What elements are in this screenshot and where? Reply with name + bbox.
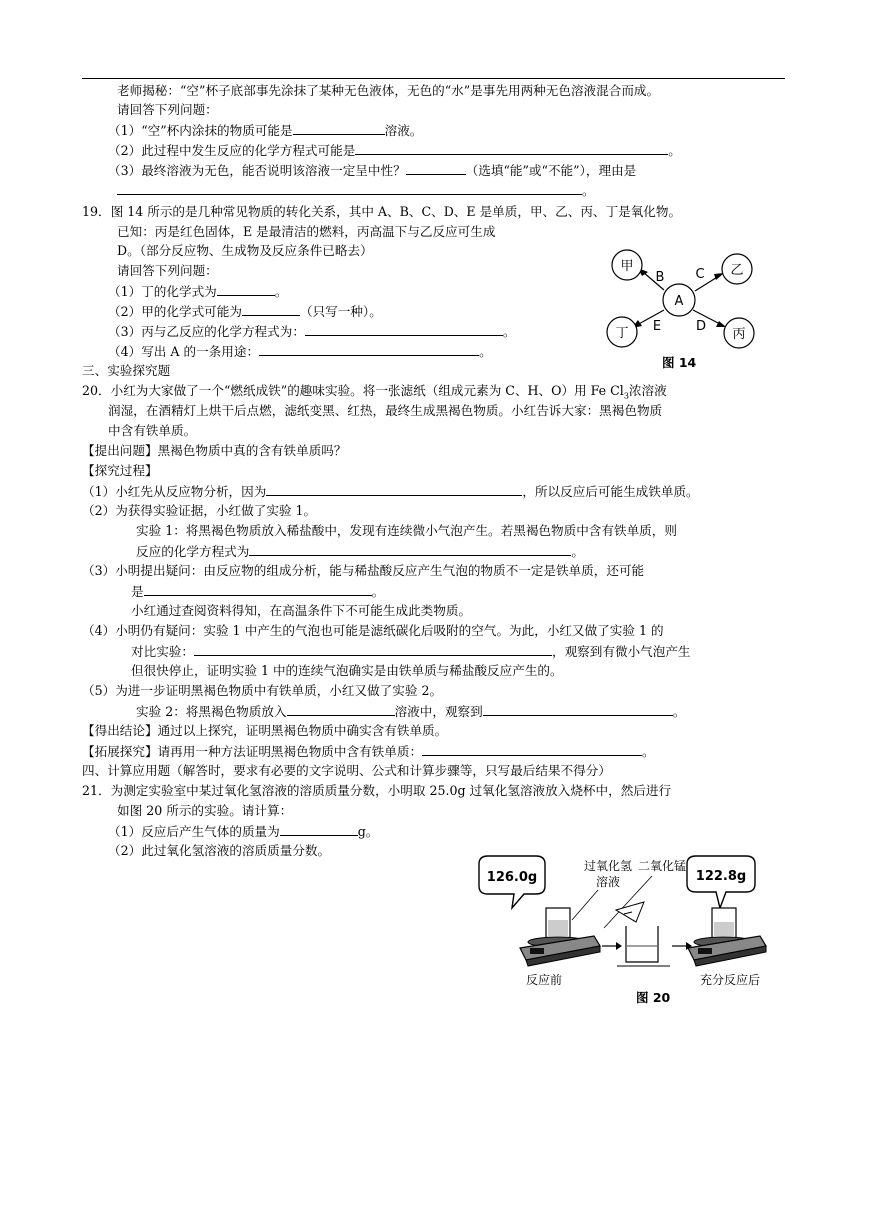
- answer-blank[interactable]: [305, 322, 503, 336]
- answer-blank[interactable]: [242, 302, 300, 316]
- text-line: D。（部分反应物、生成物及反应条件已略去）: [117, 243, 373, 258]
- before-mass-readout: 126.0g: [486, 870, 538, 885]
- question-19: 19．图 14 所示的是几种常见物质的转化关系，其中 A、B、C、D、E 是单质，甲、乙、丙、丁是氧化物。: [82, 204, 682, 219]
- answer-blank[interactable]: [144, 582, 372, 596]
- answer-blank[interactable]: [483, 702, 673, 716]
- answer-blank[interactable]: [422, 742, 642, 756]
- answer-blank[interactable]: [355, 141, 668, 155]
- label-manganese-dioxide: 二氧化锰: [637, 859, 687, 873]
- text-line: 小红通过查阅资料得知，在高温条件下不可能生成此类物质。: [131, 603, 472, 618]
- node-yi-label: 乙: [730, 263, 744, 278]
- label-before: 反应前: [525, 973, 563, 987]
- text: 溶液。: [384, 123, 423, 138]
- node-ding-label: 丁: [615, 326, 629, 341]
- text-line: [136, 542, 584, 561]
- text: 。: [668, 143, 681, 158]
- text: ，观察到有微小气泡产生: [551, 644, 691, 659]
- text-line: [131, 642, 691, 661]
- after-mass-readout: 122.8g: [695, 869, 747, 884]
- answer-blank[interactable]: [259, 342, 479, 356]
- edge-b-label: B: [655, 270, 665, 285]
- text: 实验 2：将黑褐色物质放入: [136, 704, 287, 719]
- text-line: 如图 20 所示的实验。请计算：: [117, 803, 293, 818]
- text: 浓溶液: [628, 383, 667, 398]
- text: 。: [642, 744, 655, 759]
- text: （1）“空”杯内涂抹的物质可能是: [108, 123, 293, 138]
- text-line: [136, 702, 685, 721]
- text-line: 老师揭秘：“空”杯子底部事先涂抹了某种无色液体，无色的“水”是事先用两种无色溶液混合而成。: [117, 83, 660, 98]
- arrowhead-icon: [616, 942, 622, 950]
- text: 。: [479, 344, 492, 359]
- answer-blank[interactable]: [287, 702, 395, 716]
- text: ，所以反应后可能生成铁单质。: [522, 484, 699, 499]
- balance-before-icon: [479, 856, 600, 966]
- text-line: 请回答下列问题：: [117, 263, 218, 278]
- text: （1）丁的化学式为: [108, 284, 217, 299]
- text: （1）反应后产生气体的质量为: [108, 824, 280, 839]
- text-line: 【探究过程】: [82, 463, 158, 478]
- text-line: （2）为获得实验证据，小红做了实验 1。: [82, 503, 317, 518]
- text: 【拓展探究】请再用一种方法证明黑褐色物质中含有铁单质：: [82, 744, 423, 759]
- text: 溶液中，观察到: [394, 704, 483, 719]
- text: 。: [274, 284, 288, 299]
- text: （选填“能”或“不能”），理由是: [465, 163, 637, 178]
- text-line: 但很快停止，证明实验 1 中的连续气泡确实是由铁单质与稀盐酸反应产生的。: [131, 663, 563, 678]
- text-line: 【提出问题】黑褐色物质中真的含有铁单质吗？: [82, 443, 347, 458]
- node-jia-label: 甲: [620, 259, 634, 274]
- text-line: [108, 342, 492, 361]
- text: 对比实验：: [131, 644, 194, 659]
- figure-20-caption: 图 20: [636, 990, 671, 1005]
- figure-14-diagram: [600, 244, 790, 368]
- text: 是: [131, 584, 144, 599]
- text-line: [131, 582, 384, 601]
- text-line: 实验 1：将黑褐色物质放入稀盐酸中，发现有连续微小气泡产生。若黑褐色物质中含有铁单质，则: [136, 523, 677, 538]
- answer-blank[interactable]: [117, 181, 582, 195]
- answer-blank[interactable]: [217, 282, 275, 296]
- answer-blank[interactable]: [194, 642, 552, 656]
- node-a-label: A: [674, 294, 684, 309]
- answer-blank[interactable]: [293, 121, 385, 135]
- text-line: （4）小明仍有疑问：实验 1 中产生的气泡也可能是滤纸碳化后吸附的空气。为此，小红又做了实验 1 的: [82, 623, 664, 638]
- answer-blank[interactable]: [266, 482, 522, 496]
- header-rule: [82, 78, 785, 79]
- text: （2）甲的化学式可能为: [108, 304, 242, 319]
- section-4-heading: 四、计算应用题（解答时，要求有必要的文字说明、公式和计算步骤等，只写最后结果不得分）: [82, 763, 611, 778]
- text-line: [108, 822, 378, 841]
- text: 。: [502, 324, 516, 339]
- text: g。: [357, 824, 379, 839]
- text-line: 润湿，在酒精灯上烘干后点燃，滤纸变黑、红热，最终生成黑褐色物质。小红告诉大家：黑褐色物质: [108, 403, 663, 418]
- text-line: （5）为进一步证明黑褐色物质中有铁单质，小红又做了实验 2。: [82, 683, 443, 698]
- text-line: 中含有铁单质。: [108, 423, 197, 438]
- text: （2）此过程中发生反应的化学方程式可能是: [108, 143, 356, 158]
- text-line: （3）小明提出疑问：由反应物的组成分析，能与稀盐酸反应产生气泡的物质不一定是铁单质，还可能: [82, 563, 645, 578]
- label-solution: 溶液: [595, 875, 621, 889]
- text: 。: [582, 183, 595, 198]
- label-after: 充分反应后: [699, 973, 761, 987]
- text: 。: [371, 584, 385, 599]
- subscript: 3: [623, 391, 629, 401]
- text-line: （2）此过氧化氢溶液的溶质质量分数。: [108, 843, 331, 858]
- text-line: 请回答下列问题：: [117, 102, 218, 117]
- text-line: [108, 322, 516, 341]
- figure-20-diagram: [476, 850, 776, 990]
- text: （只写一种）。: [299, 304, 382, 319]
- edge-c-label: C: [695, 267, 705, 282]
- text-line: 【得出结论】通过以上探究，证明黑褐色物质中确实含有铁单质。: [82, 723, 448, 738]
- balance-after-icon: [687, 856, 766, 966]
- text-line: [108, 141, 681, 160]
- text: 反应的化学方程式为: [136, 544, 250, 559]
- question-21: 21．为测定实验室中某过氧化氢溶液的溶质质量分数，小明取 25.0g 过氧化氢溶液放入烧杯中，然后进行: [82, 783, 672, 798]
- text-line: [108, 161, 636, 180]
- beaker-with-mno2-icon: [616, 902, 670, 966]
- text-line: [108, 282, 287, 301]
- text-line: [82, 742, 655, 761]
- text-line: [108, 121, 422, 140]
- text: （4）写出 A 的一条用途：: [108, 344, 260, 359]
- arrowhead-icon: [716, 321, 726, 327]
- text: （1）小红先从反应物分析，因为: [82, 484, 267, 499]
- section-3-heading: 三、实验探究题: [82, 363, 171, 378]
- label-hydrogen-peroxide: 过氧化氢: [583, 859, 633, 873]
- text: 20．小红为大家做了一个“燃纸成铁”的趣味实验。将一张滤纸（组成元素为 C、H、O）用 Fe Cl: [82, 383, 624, 398]
- text-line: [82, 482, 699, 501]
- edge-d-label: D: [695, 319, 707, 334]
- answer-blank[interactable]: [280, 822, 358, 836]
- text: 。: [571, 544, 584, 559]
- text-line: 已知：丙是红色固体，E 是最清洁的燃料，丙高温下与乙反应可生成: [117, 224, 496, 239]
- text: （3）最终溶液为无色，能否说明该溶液一定呈中性？: [108, 163, 406, 178]
- text-line: [117, 181, 595, 200]
- text: 。: [672, 704, 686, 719]
- text-line: [108, 302, 382, 321]
- answer-blank[interactable]: [406, 161, 466, 175]
- answer-blank[interactable]: [249, 542, 571, 556]
- edge-e-label: E: [652, 319, 662, 334]
- figure-14-caption: 图 14: [662, 355, 697, 370]
- node-bing-label: 丙: [732, 327, 746, 342]
- text: （3）丙与乙反应的化学方程式为：: [108, 324, 305, 339]
